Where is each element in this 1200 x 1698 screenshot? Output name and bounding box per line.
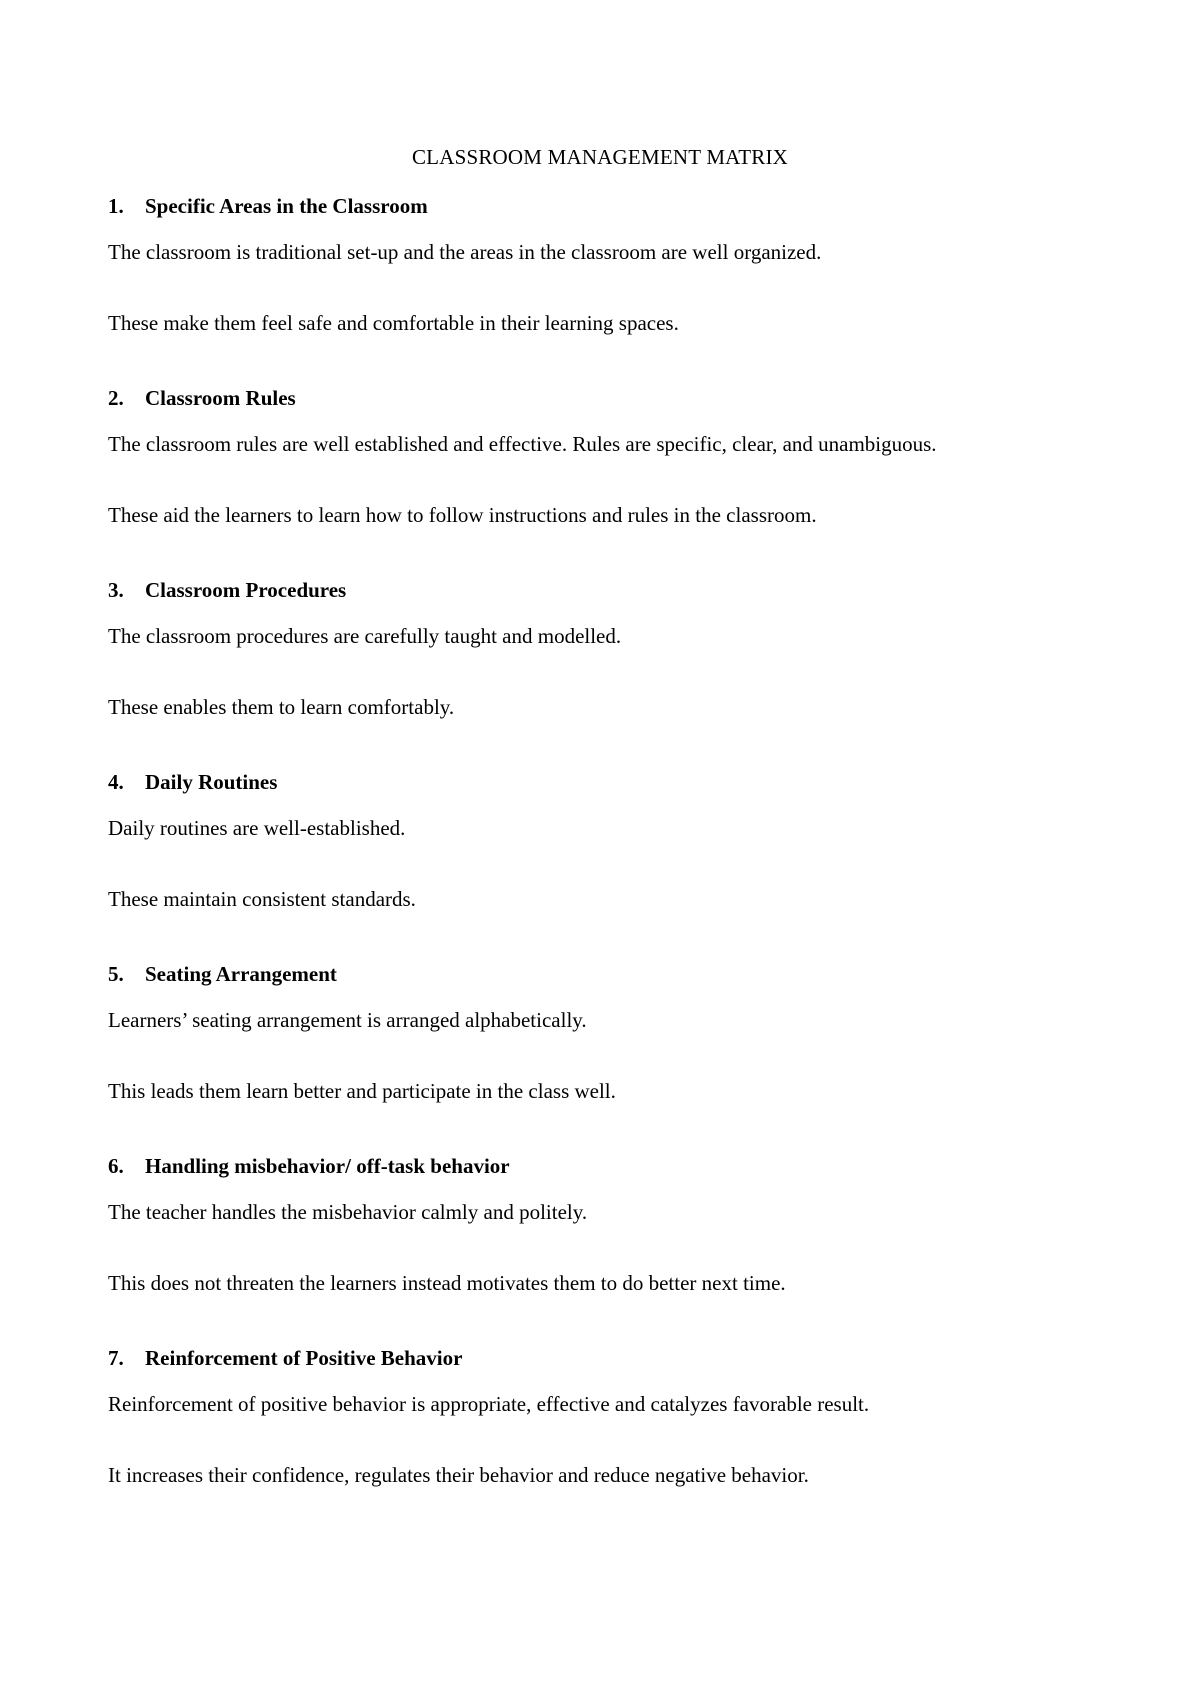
section-title: Seating Arrangement xyxy=(145,962,337,986)
section-number: 7. xyxy=(108,1346,124,1370)
section-classroom-rules xyxy=(108,385,1108,527)
section-paragraph: These make them feel safe and comfortable in their learning spaces. xyxy=(108,311,679,335)
section-paragraph: The teacher handles the misbehavior calmly and politely. xyxy=(108,1200,588,1224)
section-heading xyxy=(108,1153,1108,1179)
section-heading xyxy=(108,961,1108,987)
section-daily-routines xyxy=(108,769,1108,911)
section-paragraph: These enables them to learn comfortably. xyxy=(108,695,455,719)
section-paragraph: It increases their confidence, regulates their behavior and reduce negative behavior. xyxy=(108,1463,809,1487)
section-handling-misbehavior xyxy=(108,1153,1108,1295)
section-heading xyxy=(108,385,1108,411)
section-heading xyxy=(108,769,1108,795)
section-title: Handling misbehavior/ off-task behavior xyxy=(145,1154,510,1178)
section-title: Reinforcement of Positive Behavior xyxy=(145,1346,463,1370)
section-reinforcement xyxy=(108,1345,1108,1487)
document-title: CLASSROOM MANAGEMENT MATRIX xyxy=(411,145,789,169)
section-paragraph: The classroom rules are well established and effective. Rules are specific, clear, and unambiguous. xyxy=(108,432,937,456)
section-title: Classroom Rules xyxy=(145,386,296,410)
section-number: 3. xyxy=(108,578,124,602)
section-paragraph: Learners’ seating arrangement is arranged alphabetically. xyxy=(108,1008,587,1032)
section-number: 6. xyxy=(108,1154,124,1178)
section-paragraph: This leads them learn better and participate in the class well. xyxy=(108,1079,616,1103)
section-heading xyxy=(108,1345,1108,1371)
section-paragraph: This does not threaten the learners instead motivates them to do better next time. xyxy=(108,1271,786,1295)
section-heading xyxy=(108,193,1108,219)
section-title: Specific Areas in the Classroom xyxy=(145,194,428,218)
section-heading xyxy=(108,577,1108,603)
section-classroom-procedures xyxy=(108,577,1108,719)
section-seating-arrangement xyxy=(108,961,1108,1103)
section-number: 5. xyxy=(108,962,124,986)
section-number: 2. xyxy=(108,386,124,410)
section-number: 4. xyxy=(108,770,124,794)
section-title: Classroom Procedures xyxy=(145,578,347,602)
section-specific-areas xyxy=(108,193,1108,335)
section-paragraph: Daily routines are well-established. xyxy=(108,816,406,840)
section-paragraph: The classroom is traditional set-up and the areas in the classroom are well organized. xyxy=(108,240,822,264)
section-paragraph: The classroom procedures are carefully taught and modelled. xyxy=(108,624,622,648)
section-paragraph: Reinforcement of positive behavior is appropriate, effective and catalyzes favorable result. xyxy=(108,1392,870,1416)
section-paragraph: These maintain consistent standards. xyxy=(108,887,416,911)
section-title: Daily Routines xyxy=(145,770,278,794)
section-number: 1. xyxy=(108,194,124,218)
section-paragraph: These aid the learners to learn how to follow instructions and rules in the classroom. xyxy=(108,503,817,527)
